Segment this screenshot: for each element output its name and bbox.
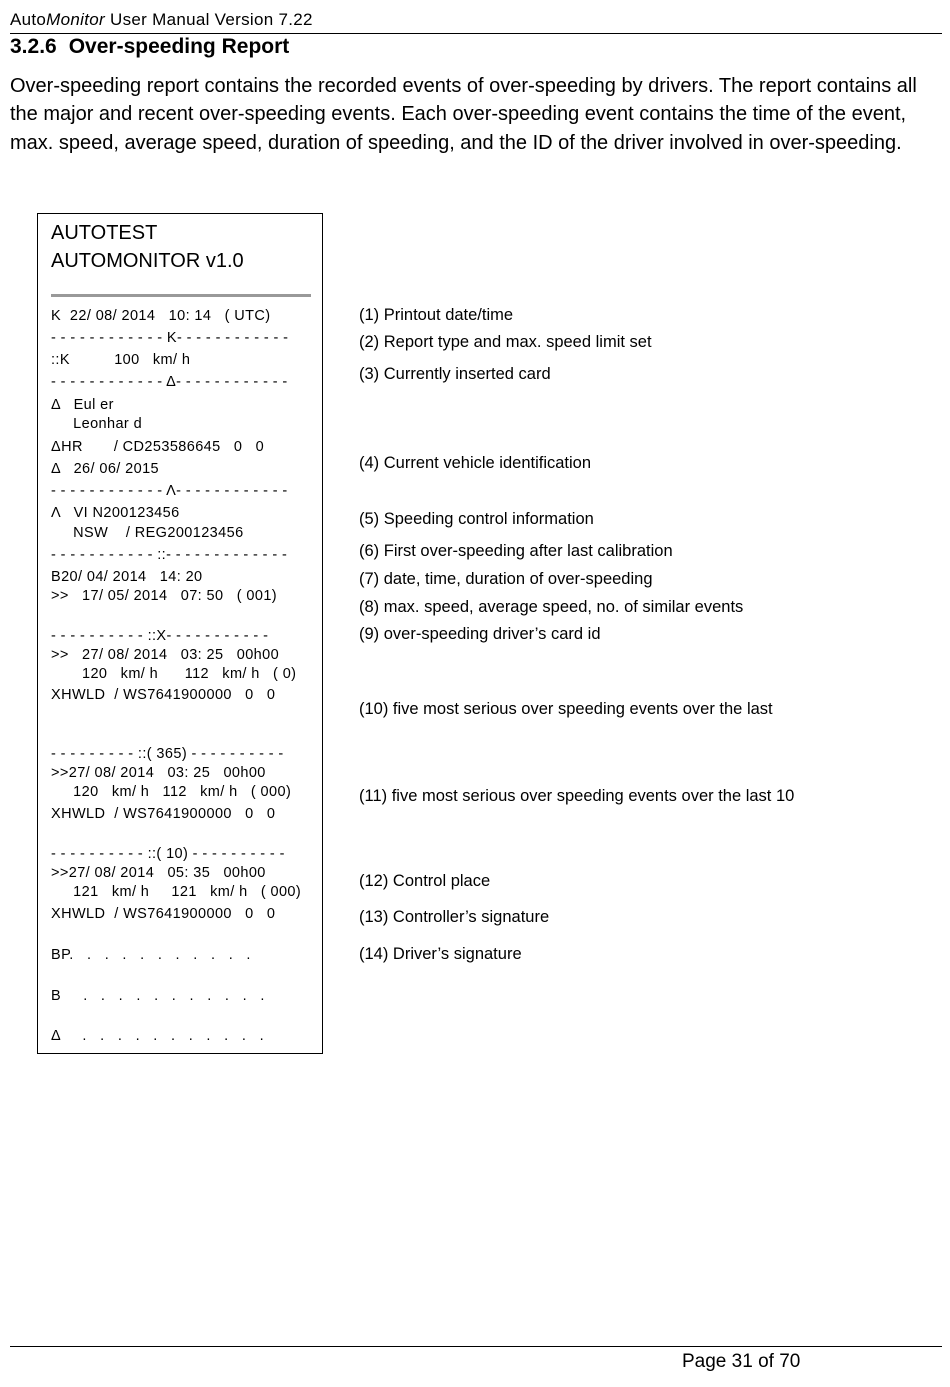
annotation-6: (6) First over-speeding after last calibration [359,542,673,560]
annotation-4: (4) Current vehicle identification [359,454,592,472]
intro-paragraph: Over-speeding report contains the recorded events of over-speeding by drivers. The report contains all the major and recent over-speeding events. Each over-speeding event contains the time of the event, max. speed, average speed, duration of speeding, and the ID of the driver involved in over-speeding. [10,75,917,154]
page-number: Page 31 of 70 [682,1351,801,1372]
ticket-line: - - - - - - - - - - - ::- - - - - - - - - - - - - [51,547,288,563]
ticket-line: >>27/ 08/ 2014 03: 25 00h00 [51,765,266,781]
ticket-line: - - - - - - - - - - - - K- - - - - - - - - - - - [51,330,289,346]
annotation-9: (9) over-speeding driver’s card id [359,625,601,643]
ticket-line: BP. . . . . . . . . . . [51,947,251,963]
ticket-heading-2: AUTOMONITOR v1.0 [51,250,244,272]
annotation-11: (11) five most serious over speeding events over the last 10 [359,787,795,805]
header-brand-prefix: Auto [10,10,47,29]
section-title: Over-speeding Report [68,35,290,58]
annotation-13: (13) Controller’s signature [359,908,550,926]
ticket-line: >> 17/ 05/ 2014 07: 50 ( 001) [51,588,278,604]
ticket-line: B . . . . . . . . . . . [51,988,265,1004]
ticket-heading-1: AUTOTEST [51,222,158,244]
section-heading [10,35,289,59]
ticket-line: NSW / REG200123456 [51,525,244,541]
header-title-rest: User Manual Version 7.22 [104,10,313,29]
ticket-line: - - - - - - - - - - ::( 10) - - - - - - - - - - [51,846,285,862]
ticket-line: Δ Eul er [51,397,114,413]
ticket-separator-bar [51,294,311,297]
ticket-line: - - - - - - - - - - ::X- - - - - - - - - - - [51,628,269,644]
ticket-line: XHWLD / WS7641900000 0 0 [51,687,276,703]
ticket-line: >> 27/ 08/ 2014 03: 25 00h00 [51,647,280,663]
ticket-line: ΔHR / CD253586645 0 0 [51,439,265,455]
annotation-3: (3) Currently inserted card [359,365,551,383]
annotation-1: (1) Printout date/time [359,306,514,324]
ticket-line: K 22/ 08/ 2014 10: 14 ( UTC) [51,308,271,324]
annotation-14: (14) Driver’s signature [359,945,522,963]
footer-rule [10,1346,942,1347]
document-header [10,10,313,30]
ticket-line: >>27/ 08/ 2014 05: 35 00h00 [51,865,266,881]
annotation-12: (12) Control place [359,872,491,890]
header-rule [10,33,942,34]
annotation-5: (5) Speeding control information [359,510,594,528]
ticket-line: Δ 26/ 06/ 2015 [51,461,159,477]
ticket-line: ::K 100 km/ h [51,352,191,368]
annotation-7: (7) date, time, duration of over-speeding [359,570,653,588]
section-number: 3.2.6 [10,35,57,58]
ticket-line: 120 km/ h 112 km/ h ( 0) [51,666,297,682]
annotation-8: (8) max. speed, average speed, no. of similar events [359,598,744,616]
ticket-line: - - - - - - - - - - - - Λ- - - - - - - - - - - - [51,483,288,499]
ticket-line: XHWLD / WS7641900000 0 0 [51,906,276,922]
header-brand-italic: Monitor [46,10,105,29]
ticket-line: 121 km/ h 121 km/ h ( 000) [51,884,302,900]
annotation-10: (10) five most serious over speeding events over the last [359,700,773,718]
ticket-line: - - - - - - - - - - - - Δ- - - - - - - - - - - - [51,374,288,390]
ticket-line: B20/ 04/ 2014 14: 20 [51,569,203,585]
ticket-line: - - - - - - - - - ::( 365) - - - - - - - - - - [51,746,284,762]
ticket-line: XHWLD / WS7641900000 0 0 [51,806,276,822]
printout-ticket [37,213,323,1054]
ticket-line: Λ VI N200123456 [51,505,180,521]
ticket-line: Δ . . . . . . . . . . . [51,1028,264,1044]
ticket-line: 120 km/ h 112 km/ h ( 000) [51,784,292,800]
ticket-line: Leonhar d [51,416,143,432]
annotation-2: (2) Report type and max. speed limit set [359,333,652,351]
